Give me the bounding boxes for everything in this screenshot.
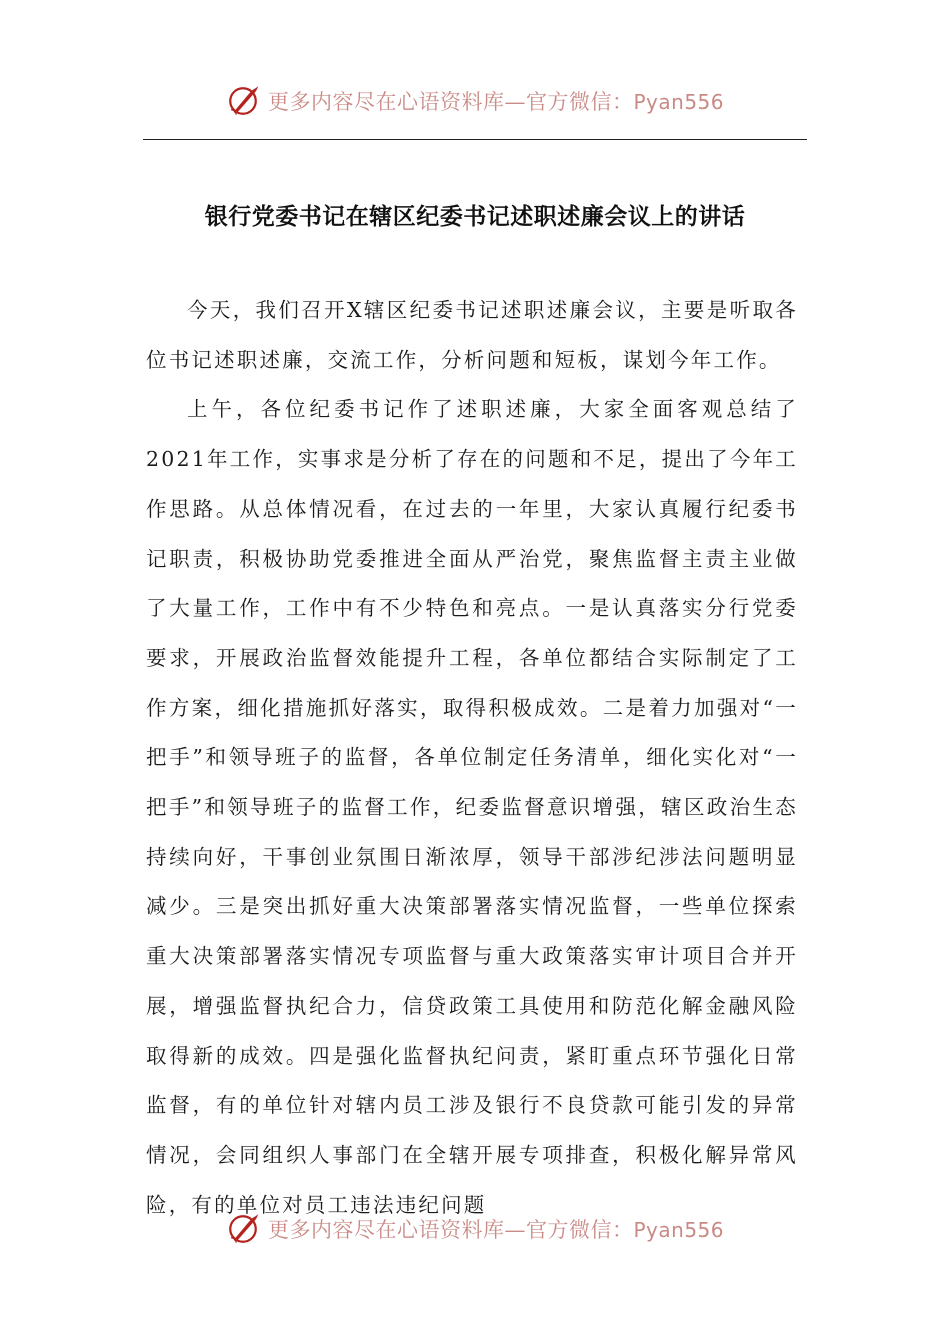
quill-pen-logo-icon (226, 1212, 260, 1246)
footer-banner (0, 1212, 950, 1246)
paragraph-2: 上午，各位纪委书记作了述职述廉，大家全面客观总结了2021年工作，实事求是分析了存在的问题和不足，提出了今年工作思路。从总体情况看，在过去的一年里，大家认真履行纪委书记职责，积极协助党委推进全面从严治党，聚焦监督主责主业做了大量工作，工作中有不少特色和亮点。一是认真落实分行党委要求，开展政治监督效能提升工程，各单位都结合实际制定了工作方案，细化措施抓好落实，取得积极成效。二是着力加强对“一把手”和领导班子的监督，各单位制定任务清单，细化实化对“一把手”和领导班子的监督工作，纪委监督意识增强，辖区政治生态持续向好，干事创业氛围日渐浓厚，领导干部涉纪涉法问题明显减少。三是突出抓好重大决策部署落实情况监督，一些单位探索重大决策部署落实情况专项监督与重大政策落实审计项目合并开展，增强监督执纪合力，信贷政策工具使用和防范化解金融风险取得新的成效。四是强化监督执纪问责，紧盯重点环节强化日常监督，有的单位针对辖内员工涉及银行不良贷款可能引发的异常情况，会同组织人事部门在全辖开展专项排查，积极化解异常风险，有的单位对员工违法违纪问题 (146, 397, 798, 1217)
footer-banner-text: 更多内容尽在心语资料库—官方微信：Pyan556 (267, 1218, 724, 1242)
quill-pen-logo-icon (226, 84, 260, 118)
header-banner-text: 更多内容尽在心语资料库—官方微信：Pyan556 (267, 90, 724, 114)
document-body (146, 286, 798, 1230)
header-divider (143, 139, 807, 140)
header-banner (0, 84, 950, 118)
header-wechat-id: Pyan556 (633, 90, 724, 114)
paragraph-1: 今天，我们召开X辖区纪委书记述职述廉会议，主要是听取各位书记述职述廉，交流工作，分析问题和短板，谋划今年工作。 (146, 298, 798, 372)
document-title: 银行党委书记在辖区纪委书记述职述廉会议上的讲话 (204, 203, 746, 230)
footer-wechat-id: Pyan556 (633, 1218, 724, 1242)
